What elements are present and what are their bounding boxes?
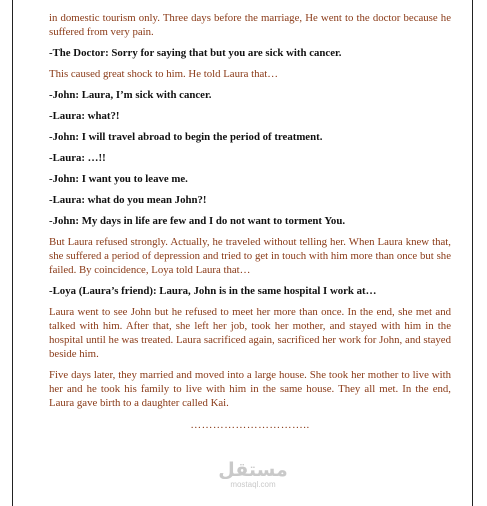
dialogue-line: -Laura: what do you mean John?!: [49, 194, 207, 206]
dialogue-line: -Laura: …!!: [49, 152, 106, 164]
watermark-url: mostaql.com: [230, 480, 276, 489]
story-text: [49, 11, 451, 432]
paragraph-narration: Laura went to see John but he refused to meet her more than once. In the end, she met and talked with him. After that, she left her job, took her mother, and stayed with him in the hospital until he was treated. Laura sacrificed again, sacrificed her work for John, and stayed beside him.: [49, 306, 451, 360]
paragraph-narration: This caused great shock to him. He told Laura that…: [49, 68, 279, 80]
section-separator: …………………………..: [190, 419, 310, 431]
dialogue-line: -John: I want you to leave me.: [49, 173, 188, 185]
mostaql-watermark: [213, 460, 293, 490]
dialogue-line: -John: My days in life are few and I do not want to torment You.: [49, 215, 346, 227]
dialogue-line: -Laura: what?!: [49, 110, 120, 122]
document-page: [12, 0, 473, 506]
paragraph-narration: Five days later, they married and moved into a large house. She took her mother to live with her and he took his family to live with him in the same house. They all met. In the end, Laura gave birth to a daughter called Kai.: [49, 369, 451, 409]
dialogue-line: -Loya (Laura’s friend): Laura, John is in the same hospital I work at…: [49, 285, 377, 297]
dialogue-line: -John: I will travel abroad to begin the period of treatment.: [49, 131, 323, 143]
watermark-logo-text: مستقل: [218, 459, 288, 481]
dialogue-line: -The Doctor: Sorry for saying that but you are sick with cancer.: [49, 47, 342, 59]
paragraph-narration: But Laura refused strongly. Actually, he traveled without telling her. When Laura knew that, she suffered a period of depression and tried to get in touch with him more than once but she failed. By coincidence, Loya told Laura that…: [49, 236, 451, 276]
dialogue-line: -John: Laura, I’m sick with cancer.: [49, 89, 212, 101]
paragraph-narration: in domestic tourism only. Three days before the marriage, He went to the doctor because he suffered from very pain.: [49, 12, 451, 38]
